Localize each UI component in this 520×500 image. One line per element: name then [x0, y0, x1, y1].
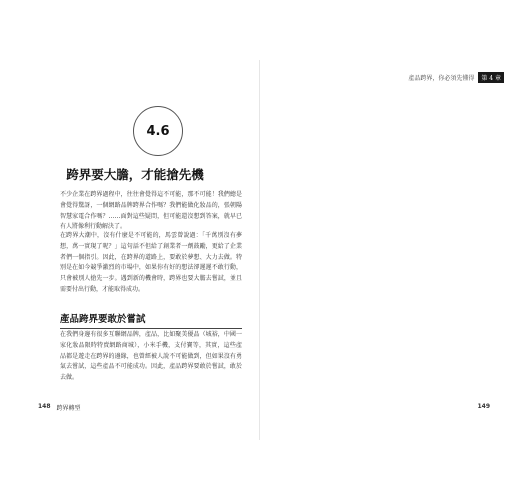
section-title: 跨界要大膽，才能搶先機	[66, 167, 204, 182]
body-paragraph: 在我們身邊有很多互聯網品牌，產品，比如聚美優品（城裕，中國一家化妝品限時特賣網路商城），小米手機，支付寶等，其實，這些產品都是遊走在跨界的邊緣，也曾經被人說不可能做到，但如果沒有勇氣去嘗試，這些產品不可能成功。因此，產品跨界要敢於嘗試，敢於去做。	[60, 331, 242, 382]
body-paragraph: 在跨界大潮中，沒有什麼是不可能的，馬雲曾說過：「千萬別沒有夢想，萬一實現了呢？」這句話不但給了創業者一劑鼓勵，更給了企業者們一個指引。因此，在跨界的道路上，要敢於夢想、大力去做。特別是在如今競爭激烈的市場中，如果你有好的想法卻遲遲不敢行動，只會被別人搶先一步。遇到新的機會時，跨界也要大膽去嘗試，並且需要付出行動，才能取得成功。	[60, 232, 242, 293]
page-footer-right	[477, 403, 490, 410]
running-header	[408, 72, 504, 83]
header-title: 產品跨界，你必須先懂得	[408, 75, 475, 82]
page-number: 148	[38, 403, 51, 410]
chapter-badge: 第 4 章	[478, 72, 504, 83]
page-footer-left	[38, 403, 81, 412]
subheading: 產品跨界要敢於嘗試	[60, 311, 242, 329]
page-number: 149	[477, 403, 490, 410]
section-number-badge: 4.6	[133, 106, 183, 156]
right-page	[260, 0, 520, 500]
book-title: 跨界轉型	[56, 405, 81, 412]
body-paragraph: 不少企業在跨界過程中，往往會覺得這不可能，那不可能！我們總是會覺得驚訝，一個網路品牌跨界合作嗎？我們能做化妝品的，張朝陽智慧家電合作嗎？……面對這些疑問，但可能還沒想到答案，就早已有人將像利行動解決了。	[60, 191, 242, 231]
